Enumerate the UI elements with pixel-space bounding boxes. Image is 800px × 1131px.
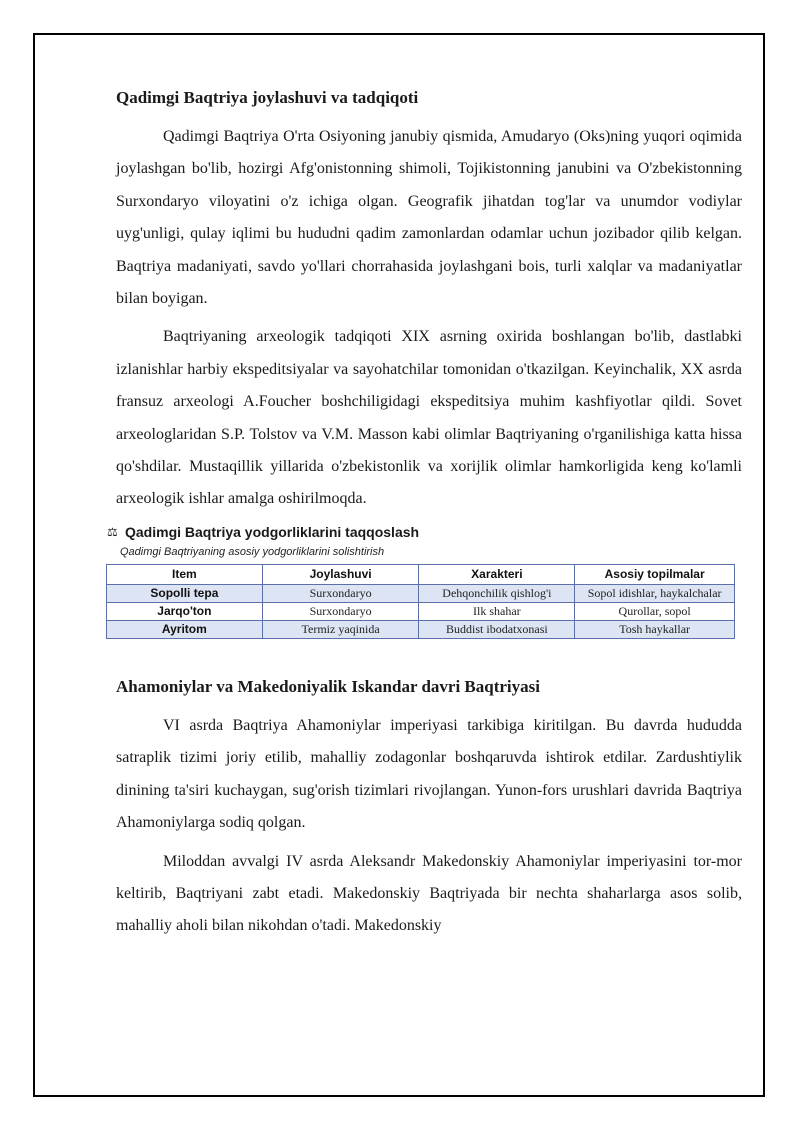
table-cell-item: Ayritom [107,620,263,638]
table-cell: Termiz yaqinida [262,620,419,638]
table-cell: Qurollar, sopol [575,602,735,620]
table-header-row [107,564,735,584]
paragraph: Miloddan avvalgi IV asrda Aleksandr Makedonskiy Ahamoniylar imperiyasini tor-mor keltirib, Baqtriyani zabt etadi. Makedonskiy Baqtriyada bir nechta shaharlarga asos solib, mahalliy aholi bilan nikohdan o'tadi. Makedonskiy [116,852,742,935]
column-header: Asosiy topilmalar [575,564,735,584]
table-cell: Buddist ibodatxonasi [419,620,575,638]
scale-icon: ⚖ [107,524,118,539]
table-row [107,602,735,620]
table-cell-item: Jarqo'ton [107,602,263,620]
document-body [107,86,742,949]
paragraph: VI asrda Baqtriya Ahamoniylar imperiyasi tarkibiga kiritilgan. Bu davrda hududda satraplik tizimi joriy etilib, mahalliy zodagonlar boshqaruvda ishtirok etdilar. Zardushtiylik dinining ta'siri kuchaygan, sug'orish tizimlari rivojlangan. Yunon-fors urushlari davrida Baqtriya Ahamoniylarga sodiq qolgan. [116,716,742,832]
paragraph: Qadimgi Baqtriya O'rta Osiyoning janubiy qismida, Amudaryo (Oks)ning yuqori oqimida joylashgan bo'lib, hozirgi Afg'onistonning shimoli, Tojikistonning janubini va O'zbekistonning Surxondaryo viloyatini o'z ichiga olgan. Geografik jihatdan tog'lar va unumdor vodiylar uyg'unligi, qulay iqlimi bu hududni qadim zamonlardan odamlar uchun jozibador qilib kelgan. Baqtriya madaniyati, savdo yo'llari chorrahasida joylashgani bois, turli xalqlar va madaniyatlar bilan boyigan. [116,128,742,308]
comparison-table-block [107,522,729,639]
table-cell-item: Sopolli tepa [107,584,263,602]
section-title-location: Qadimgi Baqtriya joylashuvi va tadqiqoti [116,88,419,107]
table-cell: Tosh haykallar [575,620,735,638]
column-header: Joylashuvi [262,564,419,584]
table-cell: Surxondaryo [262,602,419,620]
paragraph: Baqtriyaning arxeologik tadqiqoti XIX asrning oxirida boshlangan bo'lib, dastlabki izlanishlar harbiy ekspeditsiyalar va sayohatchilar tomonidan o'tkazilgan. Keyinchalik, XX asrda fransuz arxeologi A.Foucher boshchiligidagi ekspeditsiya muhim kashfiyotlar qildi. Sovet arxeologlaridan S.P. Tolstov va V.M. Masson kabi olimlar Baqtriyaning o'rganilishiga katta hissa qo'shdilar. Mustaqillik yillarida o'zbekistonlik va xorijlik olimlar hamkorligida keng ko'lamli arxeologik ishlar amalga oshirilmoqda. [116,328,742,508]
table-cell: Sopol idishlar, haykalchalar [575,584,735,602]
section-title-achaemenid: Ahamoniylar va Makedoniyalik Iskandar davri Baqtriyasi [116,676,540,696]
table-title-text: Qadimgi Baqtriya yodgorliklarini taqqoslash [125,523,420,540]
column-header: Xarakteri [419,564,575,584]
table-caption: Qadimgi Baqtriyaning asosiy yodgorliklarini solishtirish [120,545,385,558]
table-cell: Dehqonchilik qishlog'i [419,584,575,602]
table-row [107,584,735,602]
spacer [116,639,742,675]
table-title [107,522,729,542]
table-row [107,620,735,638]
table-cell: Surxondaryo [262,584,419,602]
comparison-table [106,564,735,639]
table-cell: Ilk shahar [419,602,575,620]
column-header: Item [107,564,263,584]
